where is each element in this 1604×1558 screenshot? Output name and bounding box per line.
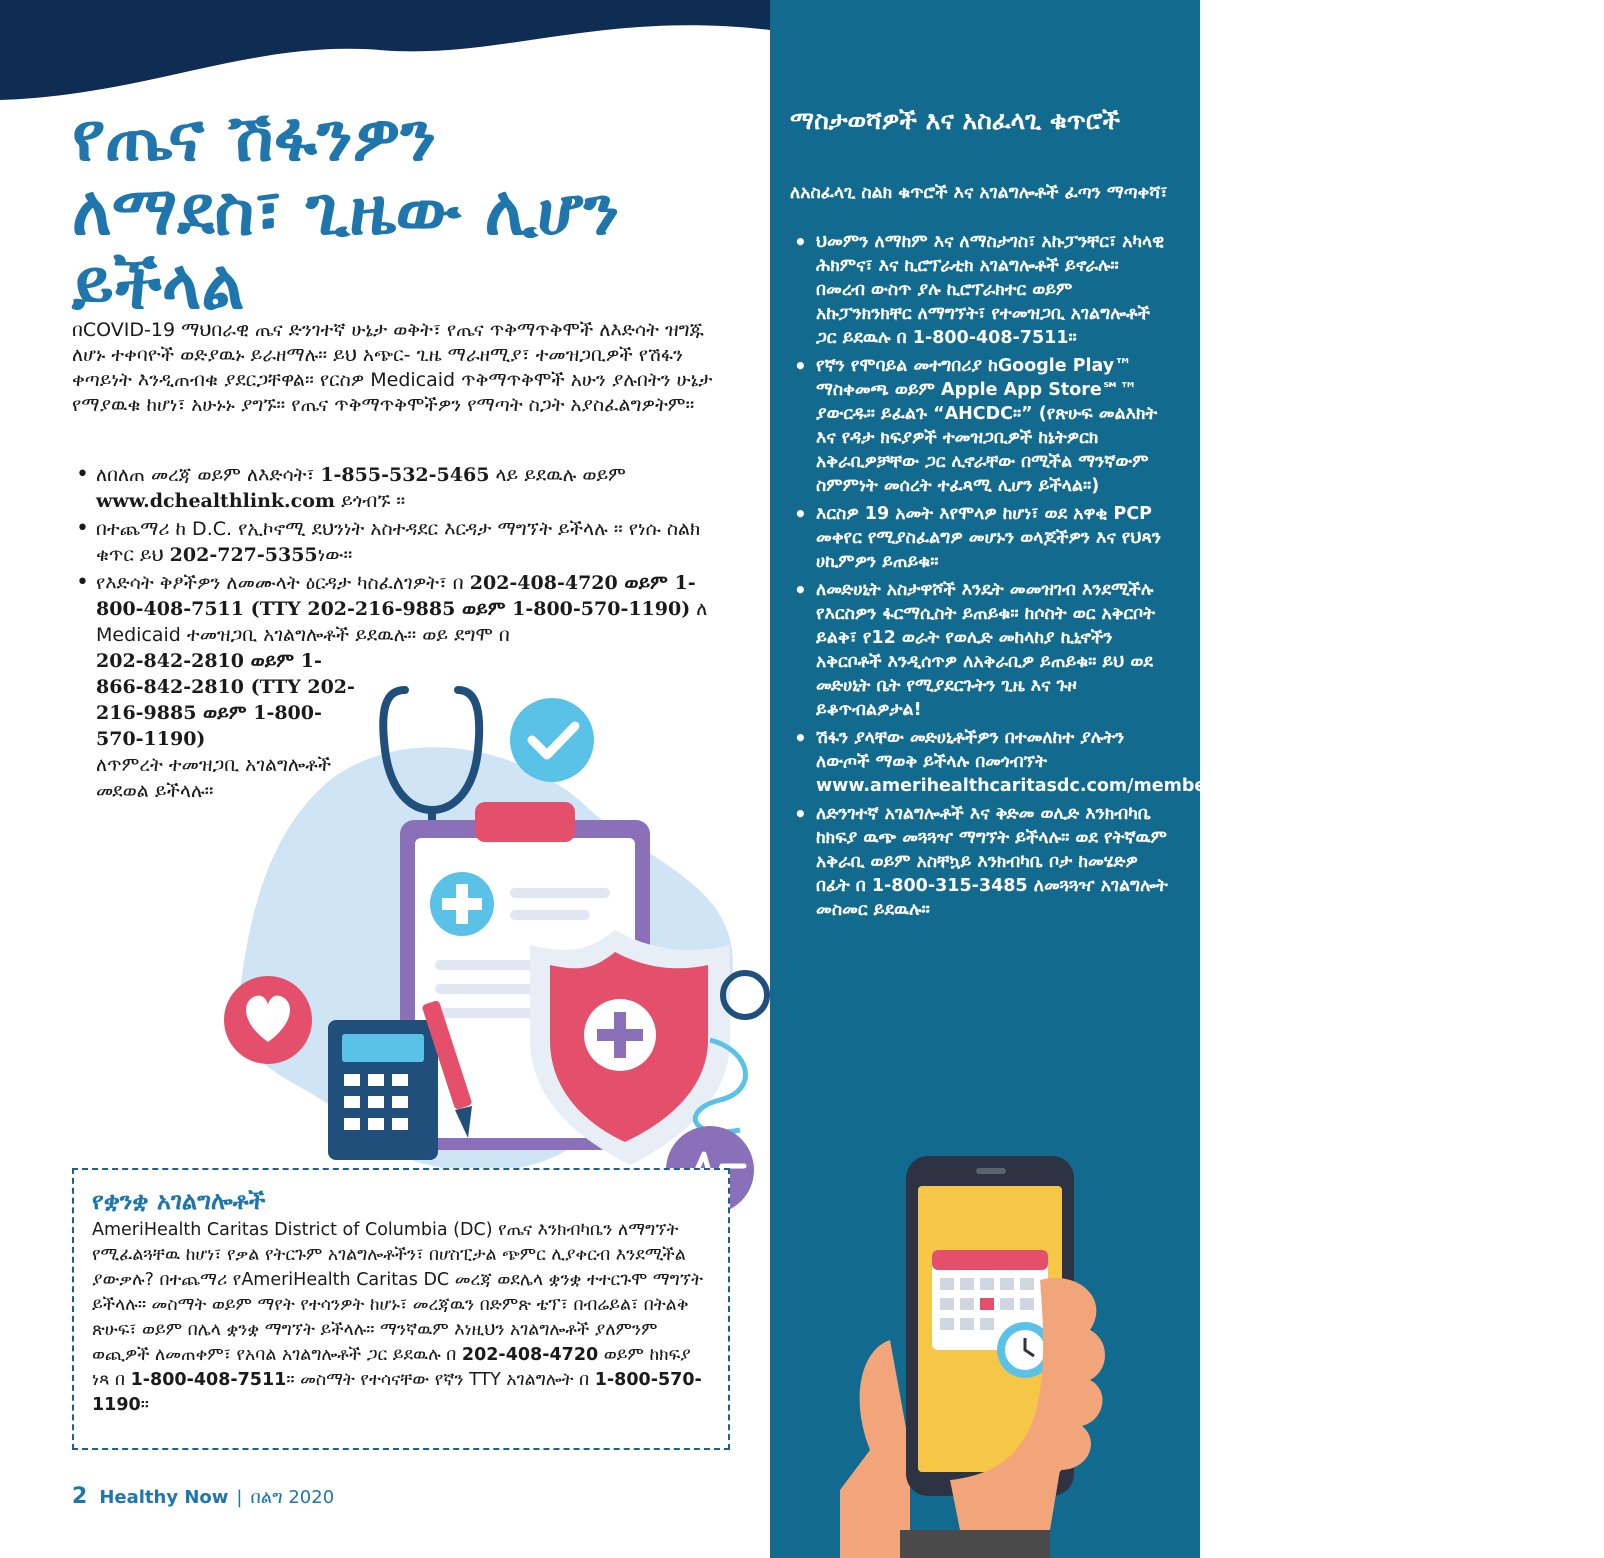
phone-number: 1-855-532-5465 (320, 464, 490, 486)
sidebar-list (790, 230, 1604, 926)
list-text: ለ Medicaid ተመዝጋቢ አገልግሎቶች ይደዉሉ። ወይ ደግሞ በ (96, 598, 708, 646)
page-title (72, 97, 762, 325)
heart-icon (224, 976, 312, 1064)
phone-calendar-icon (810, 1150, 1200, 1558)
phone-number: 1-800-570-1190 (92, 1370, 702, 1415)
phone-number: 202-408-4720 ወይም 1-800-408-7511 (TTY 202-216-9885 ወይም 1-800-570-1190) (96, 572, 696, 620)
title-line: ይችላል (72, 245, 245, 325)
page-number: 2 (72, 1484, 88, 1509)
intro-paragraph: በCOVID-19 ማህበራዊ ጤና ድንገተኛ ሁኔታ ወቅት፣ የጤና ጥቅማጥቅሞች ለእድሳት ዝግጁ ለሆኑ ተቀባዮች ወድያዉኑ ይራዘማሉ። ይህ አጭር- ጊዜ ማራዘሚያ፣ ተመዝጋቢዎች የሽፋን ቀጣይነት እንዲጠብቁ ያደርጋቸዋል። የርስዎ Medicaid ጥቅማጥቅሞች አሁን ያሉበትን ሁኔታ የማያዉቁ ከሆነ፣ አሁኑኑ ያግኙ። የጤና ጥቅማጥቅሞችዎን የማጣት ስጋት አያስፈልግዎትም። (72, 319, 713, 416)
phone-number: 202-408-4720 (461, 1345, 599, 1365)
medical-illustration (210, 660, 770, 1220)
language-services-box (72, 1168, 730, 1450)
list-item (72, 516, 732, 568)
list-text: በተጨማሪ ከ D.C. የኢኮኖሚ ደህንነት አስተዳደር እርዳታ ማግኘት ይችላሉ ። የነሱ ስልክ ቁጥር ይህ (96, 518, 701, 566)
sidebar-item: • ለመድሀኒት አስታዋሾች እንዴት መመዝገብ እንደሚችሉ የእርስዎን ፋርማሲስት ይጠይቁ። ከሶስት ወር አቅርቦት ይልቅ፣ የ12 ወራት የወሊድ መከላከያ ኪኒኖችን አቅርቦቶች እንዲሰጥዎ ለአቅራቢዎ ይጠይቁ። ይህ ወደ መድሀኒት ቤት የሚያደርጉትን ጊዜ እና ጉዞ ይቆጥብልዎታል! (790, 578, 1170, 722)
publication-name: Healthy Now (99, 1487, 229, 1508)
phone-number: 1-800-408-7511 (130, 1370, 287, 1390)
issue-date: በልግ 2020 (250, 1487, 335, 1508)
page-footer (72, 1484, 334, 1509)
title-line: ለማደስ፣ ጊዜው ሊሆን (72, 171, 620, 251)
body-text: ወይም ከክፍያ ነጻ በ (92, 1345, 691, 1390)
header-wave (0, 0, 770, 110)
website-link[interactable]: www.dchealthlink.com (96, 490, 336, 512)
phone-number: 202-727-5355 (169, 544, 318, 566)
list-text: ላይ ይደዉሉ ወይም (489, 464, 626, 486)
language-services-body (92, 1218, 710, 1418)
language-services-title: የቋንቋ አገልግሎቶች (92, 1187, 266, 1215)
body-text: ። መስማት የተሳናቸው የኛን TTY አገልግሎት በ (286, 1370, 595, 1390)
sidebar-item: • እርስዎ 19 አመት እየሞላዎ ከሆነ፣ ወደ አዋቂ PCP መቀየር የሚያስፈልግዎ መሆኑን ወላጆችዎን እና የህጻን ሀኪምዎን ይጠይቁ። (790, 502, 1170, 574)
phone-number: 202-842-2810 ወይም 1-866-842-2810 (TTY 202-216-9885 ወይም 1-800-570-1190) (96, 650, 355, 750)
sidebar-title: ማስታወሻዎች እና አስፈላጊ ቁጥሮች (790, 106, 1121, 135)
sidebar-item: • ለድንገተኛ አገልግሎቶች እና ቅድመ ወሊድ እንክብካቤ ከክፍያ ዉጭ መጓጓዣ ማግኘት ይችላሉ። ወደ የትኛዉም አቅራቢ ወይም አስቸኳይ እንክብካቤ ቦታ ከመሄድዎ በፊት በ 1-800-315-3485 ለመጓጓዣ አገልግሎት መስመር ይደዉሉ። (790, 802, 1170, 922)
footer-separator: | (236, 1487, 243, 1508)
list-text: ነው። (317, 544, 353, 566)
sidebar-item: • የኛን የሞባይል መተግበሪያ ከGoogle Play™ ማስቀመጫ ወይም Apple App Store℠™ ያውርዱ። ይፈልጉ “AHCDC።” (የጽሁፍ መልእክት እና የዳታ ክፍያዎች ተመዝጋቢዎች ከኔትዎርክ አቅራቢዎቻቸው ጋር ሊኖራቸው በሚችል ማንኛውም ስምምነት መሰረት ተፈጻሚ ሊሆን ይችላል።) (790, 354, 1170, 498)
list-text: ይጎብኙ ። (335, 490, 406, 512)
body-text: AmeriHealth Caritas District of Columbia (DC) የጤና እንክብካቤን ለማግኘት የሚፈልጓቸዉ ከሆነ፣ የቃል የትርጉም አገልግሎቶችን፣ በሆስፒታል ጭምር ሊያቀርብ እንደሚችል ያውቃሉ? በተጨማሪ የAmeriHealth Caritas DC መረጃ ወደሌላ ቋንቋ ተተርጉሞ ማግኘት ይችላሉ። መስማት ወይም ማየት የተሳንዎት ከሆኑ፣ መረጃዉን በድምጽ ቴፕ፣ በብሬይል፣ በትልቅ ጽሁፍ፣ ወይም በሌላ ቋንቋ ማግኘት ይችላሉ። ማንኛዉም እነዚህን አገልግሎቶች ያለምንም ወጪዎች ለመጠቀም፣ የአባል አገልግሎቶች ጋር ይደዉሉ በ (92, 1220, 703, 1365)
list-text: የእድሳት ቅፆችዎን ለመሙላት ዕርዳታ ካስፈለገዎት፣ በ (96, 572, 470, 594)
checkmark-icon (510, 698, 594, 782)
sidebar-item: • ሽፋን ያላቸው መድሀኒቶችዎን በተመለከተ ያሉትን ለውጦች ማወቅ ይችላሉ በመጎብኘት www.amerihealthcaritasdc.com/member/eng/medicaid/benefits/pharmacy.aspx። (790, 726, 1170, 798)
list-item (72, 462, 732, 514)
calculator-icon (328, 1020, 438, 1160)
sidebar-intro: ለአስፈላጊ ስልክ ቁጥሮች እና አገልግሎቶች ፈጣን ማጣቀሻ፣ (790, 183, 1168, 203)
title-line: የጤና ሽፋንዎን (72, 97, 437, 177)
list-text: ለበለጠ መረጃ ወይም ለእድሳት፣ (96, 464, 321, 486)
list-text: ለጥምረት ተመዝጋቢ አገልግሎቶች መደወል ይችላሉ። (96, 754, 332, 802)
sidebar-item: • ህመምን ለማከም እና ለማስታገስ፣ አኩፓንቸር፣ አካላዊ ሕክምና፣ እና ኪሮፕራቲክ አገልግሎቶች ይኖራሉ። በመረብ ውስጥ ያሉ ኪሮፕራክተር ወይም አኩፓንክንክቸር ለማግኘት፣ የተመዝጋቢ አገልግሎቶች ጋር ይደዉሉ በ 1-800-408-7511። (790, 230, 1170, 350)
body-text: ። (140, 1395, 149, 1415)
